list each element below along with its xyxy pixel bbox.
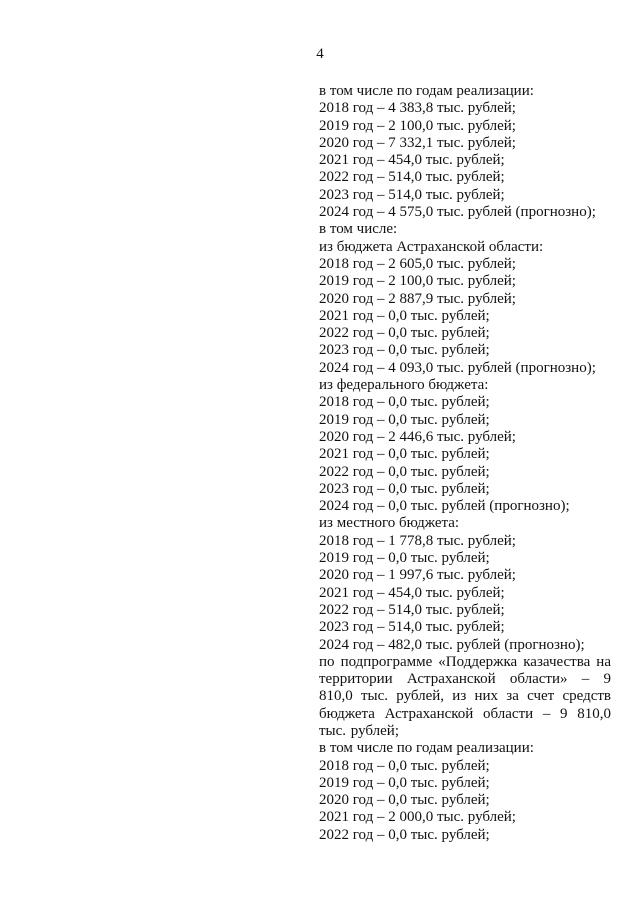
text-line: 2019 год – 2 100,0 тыс. рублей; (319, 117, 516, 134)
funding-lines-top (319, 83, 611, 654)
text-line: 2021 год – 0,0 тыс. рублей; (319, 307, 490, 324)
text-line: 2019 год – 0,0 тыс. рублей; (319, 774, 490, 791)
text-line: 2020 год – 0,0 тыс. рублей; (319, 792, 490, 809)
text-line: 2023 год – 0,0 тыс. рублей; (319, 342, 490, 359)
text-line: 2020 год – 7 332,1 тыс. рублей; (319, 134, 516, 151)
text-line: 2023 год – 514,0 тыс. рублей; (319, 619, 505, 636)
text-line: 2021 год – 2 000,0 тыс. рублей; (319, 809, 516, 826)
text-line: 2024 год – 4 093,0 тыс. рублей (прогнозно); (319, 359, 596, 376)
text-line: 2021 год – 454,0 тыс. рублей; (319, 584, 505, 601)
text-line: 2020 год – 2 887,9 тыс. рублей; (319, 290, 516, 307)
text-line: 2021 год – 0,0 тыс. рублей; (319, 446, 490, 463)
text-line: 2021 год – 454,0 тыс. рублей; (319, 152, 505, 169)
text-line: 2022 год – 0,0 тыс. рублей; (319, 826, 490, 843)
text-line: 2022 год – 0,0 тыс. рублей; (319, 325, 490, 342)
text-line: 2024 год – 0,0 тыс. рублей (прогнозно); (319, 498, 570, 515)
text-line: из бюджета Астраханской области: (319, 238, 544, 255)
text-line: 2023 год – 514,0 тыс. рублей; (319, 186, 505, 203)
text-line: 2022 год – 514,0 тыс. рублей; (319, 601, 505, 618)
text-line: из федерального бюджета: (319, 377, 489, 394)
text-line: 2018 год – 0,0 тыс. рублей; (319, 394, 490, 411)
text-line: 2020 год – 2 446,6 тыс. рублей; (319, 428, 516, 445)
text-line: 2022 год – 0,0 тыс. рублей; (319, 463, 490, 480)
text-line: 2019 год – 0,0 тыс. рублей; (319, 411, 490, 428)
text-line: 2024 год – 4 575,0 тыс. рублей (прогнозно); (319, 204, 596, 221)
text-line: 2024 год – 482,0 тыс. рублей (прогнозно); (319, 636, 585, 653)
text-line: из местного бюджета: (319, 515, 460, 532)
subprogram-paragraph: по подпрограмме «Поддержка казачества на территории Астраханской области» – 9 810,0 тыс. рублей, из них за счет средств бюджета Астраханской области – 9 810,0 тыс. рублей; (319, 653, 611, 739)
text-line: в том числе по годам реализации: (319, 83, 534, 99)
page-number: 4 (316, 46, 324, 62)
text-line: в том числе: (319, 221, 398, 238)
text-line: 2018 год – 1 778,8 тыс. рублей; (319, 532, 516, 549)
text-line: 2018 год – 4 383,8 тыс. рублей; (319, 100, 516, 117)
text-line: в том числе по годам реализации: (319, 740, 534, 757)
text-line: 2020 год – 1 997,6 тыс. рублей; (319, 567, 516, 584)
funding-lines-bottom (319, 740, 611, 844)
text-line: 2019 год – 2 100,0 тыс. рублей; (319, 273, 516, 290)
text-line: 2019 год – 0,0 тыс. рублей; (319, 550, 490, 567)
text-line: 2022 год – 514,0 тыс. рублей; (319, 169, 505, 186)
document-body (319, 83, 611, 844)
text-line: 2018 год – 2 605,0 тыс. рублей; (319, 255, 516, 272)
text-line: 2018 год – 0,0 тыс. рублей; (319, 757, 490, 774)
text-line: 2023 год – 0,0 тыс. рублей; (319, 480, 490, 497)
